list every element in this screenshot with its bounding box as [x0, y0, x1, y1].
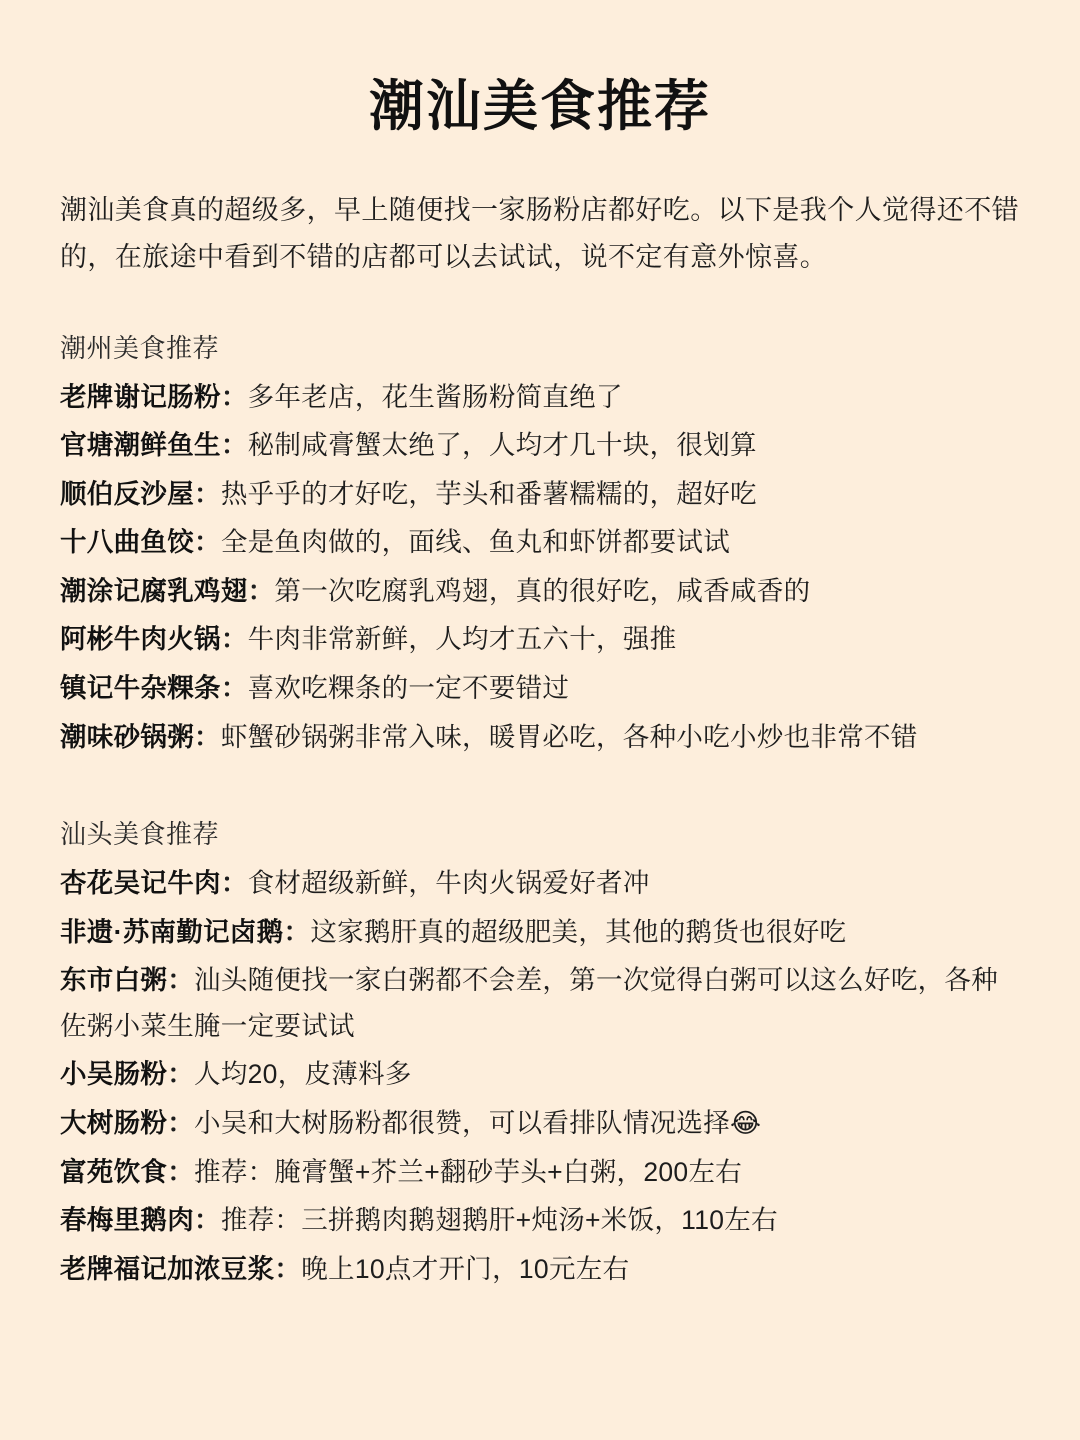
entry-description: 晚上10点才开门，10元左右	[301, 1253, 630, 1284]
entry-name: 春梅里鹅肉	[60, 1205, 194, 1236]
list-item	[60, 958, 1024, 1049]
page-title: 潮汕美食推荐	[368, 75, 711, 137]
entry-separator: ：	[194, 527, 221, 558]
entry-description: 推荐：腌膏蟹+芥兰+翻砂芋头+白粥，200左右	[194, 1156, 743, 1187]
entry-name: 顺伯反沙屋	[60, 478, 194, 509]
entry-list-shantou	[56, 861, 1024, 1292]
entry-separator: ：	[283, 916, 311, 947]
section-heading: 汕头美食推荐	[60, 819, 220, 850]
entry-name: 富苑饮食	[60, 1156, 168, 1187]
entry-name: 小吴肠粉	[60, 1059, 168, 1090]
list-item	[60, 1150, 1024, 1196]
entry-description: 全是鱼肉做的，面线、鱼丸和虾饼都要试试	[220, 527, 731, 558]
entry-description: 推荐：三拼鹅肉鹅翅鹅肝+炖汤+米饭，110左右	[220, 1205, 778, 1236]
entry-name: 镇记牛杂粿条	[60, 672, 221, 703]
list-item	[60, 1198, 1024, 1244]
list-item	[60, 520, 1024, 566]
entry-description: 这家鹅肝真的超级肥美，其他的鹅货也很好吃	[310, 916, 847, 947]
list-item	[60, 910, 1024, 956]
entry-separator: ：	[274, 1253, 302, 1284]
entry-separator: ：	[194, 1205, 221, 1236]
entry-description: 秘制咸膏蟹太绝了，人均才几十块，很划算	[247, 430, 757, 461]
section-heading: 潮州美食推荐	[60, 332, 220, 363]
entry-description: 人均20，皮薄料多	[194, 1059, 412, 1090]
entry-name: 潮味砂锅粥	[60, 721, 194, 752]
list-item	[60, 666, 1024, 712]
list-item	[60, 617, 1024, 663]
entry-name: 老牌谢记肠粉	[60, 381, 221, 412]
entry-separator: ：	[167, 1059, 195, 1090]
entry-name: 大树肠粉	[60, 1108, 168, 1139]
list-item	[60, 423, 1024, 469]
entry-separator: ：	[247, 575, 275, 606]
entry-list-chaozhou	[56, 375, 1024, 761]
list-item	[60, 715, 1024, 761]
list-item	[60, 1101, 1024, 1147]
entry-name: 潮涂记腐乳鸡翅	[60, 575, 248, 606]
list-item	[60, 375, 1024, 421]
entry-separator: ：	[167, 965, 195, 996]
entry-description: 第一次吃腐乳鸡翅，真的很好吃，咸香咸香的	[274, 575, 811, 606]
entry-separator: ：	[167, 1156, 195, 1187]
entry-name: 十八曲鱼饺	[60, 527, 194, 558]
entry-separator: ：	[220, 868, 248, 899]
intro-paragraph: 潮汕美食真的超级多，早上随便找一家肠粉店都好吃。以下是我个人觉得还不错的，在旅途中看到不错的店都可以去试试，说不定有意外惊喜。	[60, 195, 1019, 273]
entry-separator: ：	[194, 478, 221, 509]
entry-separator: ：	[220, 672, 248, 703]
entry-name: 官塘潮鲜鱼生	[60, 430, 221, 461]
list-item	[60, 861, 1024, 907]
entry-separator: ：	[220, 624, 248, 655]
entry-description: 多年老店，花生酱肠粉简直绝了	[247, 381, 623, 412]
entry-name: 老牌福记加浓豆浆	[60, 1253, 275, 1284]
entry-separator: ：	[194, 721, 221, 752]
entry-separator: ：	[220, 430, 248, 461]
section-shantou	[56, 814, 1024, 1292]
entry-description: 食材超级新鲜，牛肉火锅爱好者冲	[247, 868, 650, 899]
list-item	[60, 1052, 1024, 1098]
list-item	[60, 472, 1024, 518]
entry-description: 牛肉非常新鲜，人均才五六十，强推	[247, 624, 677, 655]
entry-description: 喜欢吃粿条的一定不要错过	[247, 672, 570, 703]
entry-description: 热乎乎的才好吃，芋头和番薯糯糯的，超好吃	[220, 478, 757, 509]
list-item	[60, 569, 1024, 615]
section-chaozhou	[56, 328, 1024, 761]
entry-name: 东市白粥	[60, 965, 168, 996]
entry-name: 杏花吴记牛肉	[60, 868, 221, 899]
section-spacer	[56, 800, 1024, 814]
entry-description: 虾蟹砂锅粥非常入味，暖胃必吃，各种小吃小炒也非常不错	[220, 721, 918, 752]
entry-separator: ：	[167, 1108, 195, 1139]
entry-separator: ：	[220, 381, 248, 412]
entry-description: 小吴和大树肠粉都很赞，可以看排队情况选择😂	[194, 1108, 762, 1139]
entry-description: 汕头随便找一家白粥都不会差，第一次觉得白粥可以这么好吃，各种佐粥小菜生腌一定要试试	[60, 965, 999, 1041]
entry-name: 非遗·苏南勤记卤鹅	[60, 916, 284, 947]
list-item	[60, 1247, 1024, 1293]
entry-name: 阿彬牛肉火锅	[60, 624, 221, 655]
